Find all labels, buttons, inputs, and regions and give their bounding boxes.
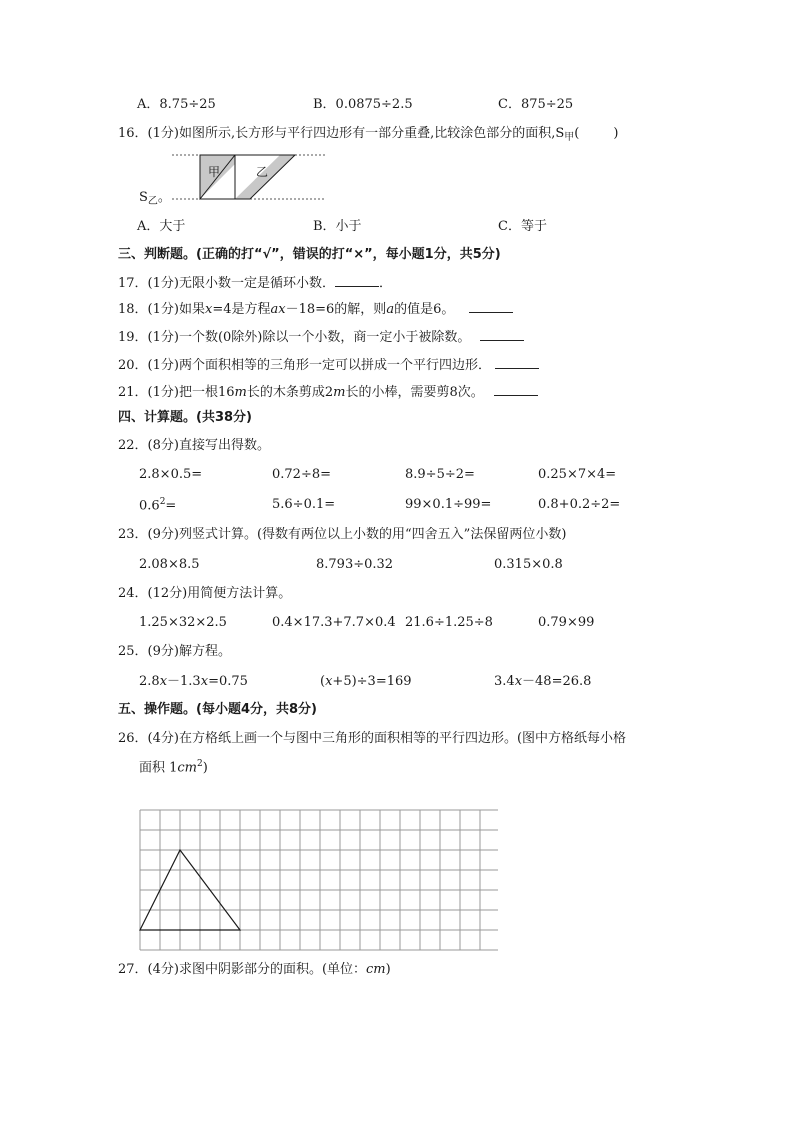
q25-eq3-a: 3.4 (494, 674, 515, 689)
q25-eq1-a: 2.8 (139, 674, 160, 689)
q22-text: 22．(8分)直接写出得数。 (118, 438, 270, 453)
q21 (118, 385, 538, 399)
q16-stem (118, 127, 618, 143)
section5-title: 五、操作题。(每小题4分，共8分) (118, 702, 317, 717)
q23-text: 23．(9分)列竖式计算。(得数有两位以上小数的用“四舍五入”法保留两位小数) (118, 527, 567, 542)
q15-option-a: A．8.75÷25 (137, 97, 216, 112)
q23-item-3: 0.315×0.8 (494, 557, 563, 572)
q27 (118, 963, 391, 976)
q26-exp: 2 (197, 759, 203, 769)
q25-eq3-b: －48=26.8 (522, 674, 592, 689)
q22-r2-c1-exp: 2 (159, 497, 166, 507)
q27-unit: cm (366, 962, 386, 977)
q22-r2-c2: 5.6÷0.1= (272, 497, 336, 512)
q16-option-a: A．大于 (137, 219, 186, 234)
q23-item-1: 2.08×8.5 (139, 557, 200, 572)
q18-mid1: =4是方程 (212, 302, 271, 317)
q22-r1-c2: 0.72÷8= (272, 467, 332, 482)
q16-label-yi: 乙 (256, 165, 269, 179)
q24-item-3: 21.6÷1.25÷8 (405, 615, 493, 630)
q22-r2-c3: 99×0.1÷99= (405, 497, 492, 512)
q26-line2-post: ) (202, 760, 208, 776)
q25-eq1-x2: x (200, 674, 209, 689)
q20 (118, 358, 539, 372)
q21-pre: 21．(1分)把一根16 (118, 385, 235, 400)
q17-text: 17．(1分)无限小数一定是循环小数． (118, 276, 335, 291)
q22-r1-c4: 0.25×7×4= (538, 467, 617, 482)
q26-line2-pre: 面积 1 (139, 760, 178, 776)
q16-sub-jia: 甲 (564, 132, 575, 143)
q25-eq1-x1: x (159, 674, 168, 689)
q20-text: 20．(1分)两个面积相等的三角形一定可以拼成一个平行四边形． (118, 358, 491, 373)
q25-eq1-b: －1.3 (167, 674, 201, 689)
q22-r1-c1: 2.8×0.5= (139, 467, 203, 482)
q19 (118, 330, 524, 344)
q24-item-2: 0.4×17.3+7.7×0.4 (272, 615, 396, 630)
q21-mid: 长的木条剪成2 (246, 385, 334, 400)
q16-figure (170, 150, 330, 204)
q26-grid-figure (138, 809, 498, 953)
q26-line1: 26．(4分)在方格纸上画一个与图中三角形的面积相等的平行四边形。(图中方格纸每小格 (118, 731, 627, 746)
q27-post: ) (385, 962, 391, 977)
section3-title: 三、判断题。(正确的打“√”，错误的打“×”，每小题1分，共5分) (118, 247, 501, 262)
q16-cont-s: S (139, 190, 148, 205)
q16-option-c: C．等于 (498, 219, 547, 234)
q22-r2-c1 (139, 498, 176, 512)
q24-text: 24．(12分)用简便方法计算。 (118, 586, 292, 601)
q25-eq1 (139, 675, 248, 688)
q23-item-2: 8.793÷0.32 (316, 557, 394, 572)
q20-blank (495, 358, 539, 369)
q16-end: 。 (157, 190, 171, 205)
q26-line2 (139, 760, 208, 774)
q22-r2-c4: 0.8+0.2÷2= (538, 497, 621, 512)
q21-unit-m2: m (333, 385, 346, 400)
q19-text: 19．(1分)一个数(0除外)除以一个小数，商一定小于被除数。 (118, 330, 471, 345)
q16-option-b: B．小于 (313, 219, 362, 234)
q22-r2-c1-end: = (165, 498, 177, 514)
q19-blank (480, 330, 524, 341)
q18-pre: 18．(1分)如果 (118, 302, 205, 317)
q26-grid (140, 810, 498, 950)
q25-eq2 (320, 675, 412, 688)
q17 (118, 276, 392, 290)
q16-sub-yi: 乙 (147, 196, 158, 207)
q18-mid2: －18=6的解，则 (285, 302, 387, 317)
q18-blank (469, 302, 513, 313)
q25-eq1-c: =0.75 (208, 674, 248, 689)
q16-stem-text: 16．(1分)如图所示,长方形与平行四边形有一部分重叠,比较涂色部分的面积,S (118, 126, 565, 141)
q18-var-a: a (270, 302, 279, 317)
q22-r2-c1-base: 0.6 (139, 498, 160, 514)
q26-unit: cm (177, 760, 198, 776)
q27-pre: 27．(4分)求图中阴影部分的面积。(单位： (118, 962, 367, 977)
q18-post: 的值是6。 (394, 302, 455, 317)
q16-paren-open: ( (574, 126, 580, 141)
section4-title: 四、计算题。(共38分) (118, 410, 252, 425)
q15-option-c: C．875÷25 (498, 97, 574, 112)
q17-blank (335, 276, 379, 287)
q25-eq3-x: x (514, 674, 523, 689)
q21-blank (494, 385, 538, 396)
q24-item-4: 0.79×99 (538, 615, 595, 630)
q25-eq3 (494, 675, 591, 688)
q16-paren-close: ) (613, 126, 619, 141)
q18-var-x: x (204, 302, 213, 317)
q25-eq2-a: ( (320, 674, 326, 689)
q24-item-1: 1.25×32×2.5 (139, 615, 227, 630)
q25-text: 25．(9分)解方程。 (118, 644, 231, 659)
q17-end: ． (378, 276, 392, 291)
q21-unit-m1: m (234, 385, 247, 400)
q15-option-b: B．0.0875÷2.5 (313, 97, 413, 112)
q22-r1-c3: 8.9÷5÷2= (405, 467, 475, 482)
q18-var-a2: a (386, 302, 395, 317)
q18 (118, 302, 513, 316)
q25-eq2-x: x (325, 674, 333, 689)
q16-label-jia: 甲 (208, 165, 221, 179)
q16-cont (139, 191, 171, 207)
q21-post: 长的小棒，需要剪8次。 (345, 385, 484, 400)
q25-eq2-b: +5)÷3=169 (332, 674, 412, 689)
q18-var-x2: x (278, 302, 286, 317)
